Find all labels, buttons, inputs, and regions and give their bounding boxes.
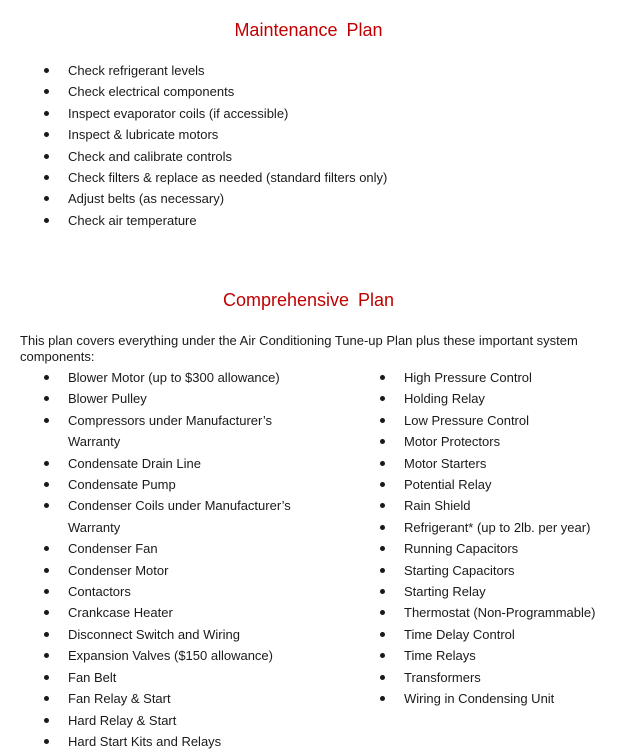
list-item: Inspect & lubricate motors (44, 124, 604, 145)
list-item: Fan Belt (44, 667, 334, 688)
list-item: Running Capacitors (380, 538, 615, 559)
list-item: Hard Relay & Start (44, 710, 334, 731)
list-item: Low Pressure Control (380, 410, 615, 431)
list-item: Time Delay Control (380, 624, 615, 645)
list-item: Contactors (44, 581, 334, 602)
list-item: Refrigerant* (up to 2lb. per year) (380, 517, 615, 538)
list-item: Starting Capacitors (380, 560, 615, 581)
components-list-right (380, 367, 615, 710)
list-item: Transformers (380, 667, 615, 688)
list-item: Crankcase Heater (44, 602, 334, 623)
list-item: Check filters & replace as needed (standard filters only) (44, 167, 604, 188)
maintenance-checklist (44, 60, 604, 231)
list-item: Starting Relay (380, 581, 615, 602)
list-item: Adjust belts (as necessary) (44, 188, 604, 209)
list-item: Potential Relay (380, 474, 615, 495)
list-item: Motor Starters (380, 453, 615, 474)
list-item: Rain Shield (380, 495, 615, 516)
maintenance-plan-title: Maintenance Plan (234, 20, 383, 40)
list-item: Motor Protectors (380, 431, 615, 452)
list-item: Condensate Drain Line (44, 453, 334, 474)
list-item: Time Relays (380, 645, 615, 666)
comprehensive-plan-title: Comprehensive Plan (222, 290, 395, 310)
list-item: Condenser Fan (44, 538, 334, 559)
list-item: Check electrical components (44, 81, 604, 102)
list-item: Disconnect Switch and Wiring (44, 624, 334, 645)
list-item: Fan Relay & Start (44, 688, 334, 709)
components-list-left (44, 367, 334, 752)
list-item: Check and calibrate controls (44, 146, 604, 167)
list-item: Check refrigerant levels (44, 60, 604, 81)
list-item: Condenser Motor (44, 560, 334, 581)
list-item: Check air temperature (44, 210, 604, 231)
list-item: Hard Start Kits and Relays (44, 731, 334, 752)
list-item: Inspect evaporator coils (if accessible) (44, 103, 604, 124)
list-item: Condenser Coils under Manufacturer’s Warranty (44, 495, 298, 538)
list-item: Wiring in Condensing Unit (380, 688, 615, 709)
list-item: Blower Pulley (44, 388, 334, 409)
list-item: Blower Motor (up to $300 allowance) (44, 367, 334, 388)
list-item: Compressors under Manufacturer’s Warranty (44, 410, 298, 453)
comprehensive-plan-intro: This plan covers everything under the Air Conditioning Tune-up Plan plus these important system components: (20, 333, 578, 364)
list-item: Holding Relay (380, 388, 615, 409)
list-item: Expansion Valves ($150 allowance) (44, 645, 334, 666)
list-item: Thermostat (Non-Programmable) (380, 602, 615, 623)
list-item: High Pressure Control (380, 367, 615, 388)
list-item: Condensate Pump (44, 474, 334, 495)
